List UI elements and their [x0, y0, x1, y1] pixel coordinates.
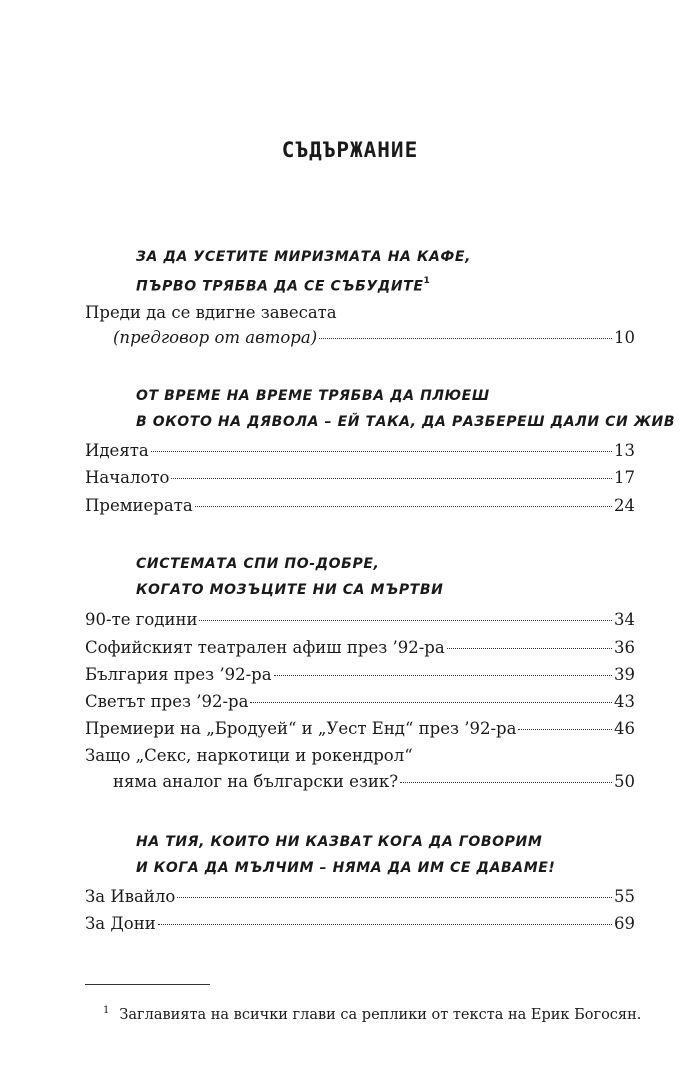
toc-entry-title: Софийският театрален афиш през ’92-ра: [85, 638, 445, 657]
footnote: [103, 1007, 641, 1023]
toc-entry[interactable]: [85, 887, 635, 911]
toc-entry[interactable]: [85, 610, 635, 634]
toc-entry-title: Началото: [85, 468, 170, 487]
toc-entry-title: За Дони: [85, 914, 156, 933]
toc-entry-title: Премиерата: [85, 496, 193, 515]
dot-leader: [518, 729, 612, 730]
dot-leader: [177, 897, 612, 898]
page-number: 55: [614, 887, 635, 906]
section-heading-line: ОТ ВРЕМЕ НА ВРЕМЕ ТРЯБВА ДА ПЛЮЕШ: [136, 388, 490, 404]
toc-entry-title: Идеята: [85, 441, 149, 460]
toc-entry-subtitle: (предговор от автора): [113, 328, 318, 347]
dot-leader: [274, 675, 612, 676]
page-number: 34: [614, 610, 635, 629]
toc-entry-title: Защо „Секс, наркотици и рокендрол“: [85, 746, 413, 765]
toc-entry[interactable]: [85, 496, 635, 520]
footnote-text: Заглавията на всички глави са реплики от текста на Ерик Богосян.: [119, 1007, 642, 1023]
section-heading-2: [136, 383, 676, 435]
toc-entry-title: За Ивайло: [85, 887, 176, 906]
toc-entry[interactable]: [85, 441, 635, 465]
section-heading-line: ЗА ДА УСЕТИТЕ МИРИЗМАТА НА КАФЕ,: [136, 249, 471, 265]
toc-entry-title: Преди да се вдигне завесата: [85, 303, 337, 322]
toc-entry-title-continued: няма аналог на български език?: [113, 772, 399, 791]
toc-entry-title: България през ’92-ра: [85, 665, 272, 684]
dot-leader: [447, 648, 612, 649]
page-number: 69: [614, 914, 635, 933]
footnote-reference[interactable]: 1: [423, 276, 431, 286]
toc-entry[interactable]: [85, 665, 635, 689]
page-number: 17: [614, 468, 635, 487]
page-number: 43: [614, 692, 635, 711]
toc-entry[interactable]: [85, 468, 635, 492]
dot-leader: [171, 478, 612, 479]
toc-entry[interactable]: [85, 719, 635, 743]
toc-entry[interactable]: [85, 914, 635, 938]
dot-leader: [319, 338, 612, 339]
dot-leader: [250, 702, 612, 703]
section-heading-line: КОГАТО МОЗЪЦИТЕ НИ СА МЪРТВИ: [136, 582, 444, 598]
dot-leader: [400, 782, 612, 783]
section-heading-line: СИСТЕМАТА СПИ ПО-ДОБРЕ,: [136, 556, 380, 572]
toc-entry[interactable]: [113, 772, 635, 796]
section-heading-line: В ОКОТО НА ДЯВОЛА – ЕЙ ТАКА, ДА РАЗБЕРЕШ ДАЛИ СИ ЖИВ: [136, 414, 676, 430]
section-heading-1: [136, 244, 656, 300]
dot-leader: [199, 620, 612, 621]
page-number: 13: [614, 441, 635, 460]
page-number: 46: [614, 719, 635, 738]
dot-leader: [158, 924, 612, 925]
page-number: 10: [614, 328, 635, 347]
footnote-divider: [85, 984, 210, 985]
page-number: 39: [614, 665, 635, 684]
section-heading-3: [136, 551, 656, 603]
dot-leader: [195, 506, 612, 507]
toc-entry[interactable]: [113, 328, 635, 352]
section-heading-line: ПЪРВО ТРЯБВА ДА СЕ СЪБУДИТЕ$^1$: [136, 276, 431, 295]
section-heading-4: [136, 829, 656, 881]
footnote-mark: 1: [103, 1005, 110, 1016]
toc-entry-title: Светът през ’92-ра: [85, 692, 249, 711]
page-title: СЪДЪРЖАНИЕ: [281, 138, 419, 162]
dot-leader: [151, 451, 612, 452]
section-heading-line: НА ТИЯ, КОИТО НИ КАЗВАТ КОГА ДА ГОВОРИМ: [136, 834, 543, 850]
page-number: 24: [614, 496, 635, 515]
toc-entry-title: 90-те години: [85, 610, 198, 629]
toc-entry[interactable]: [85, 638, 635, 662]
toc-entry-title: Премиери на „Бродуей“ и „Уест Енд“ през ’92-ра: [85, 719, 517, 738]
toc-entry[interactable]: [85, 692, 635, 716]
page-number: 36: [614, 638, 635, 657]
section-heading-line: И КОГА ДА МЪЛЧИМ – НЯМА ДА ИМ СЕ ДАВАМЕ!: [136, 860, 556, 876]
page-number: 50: [614, 772, 635, 791]
